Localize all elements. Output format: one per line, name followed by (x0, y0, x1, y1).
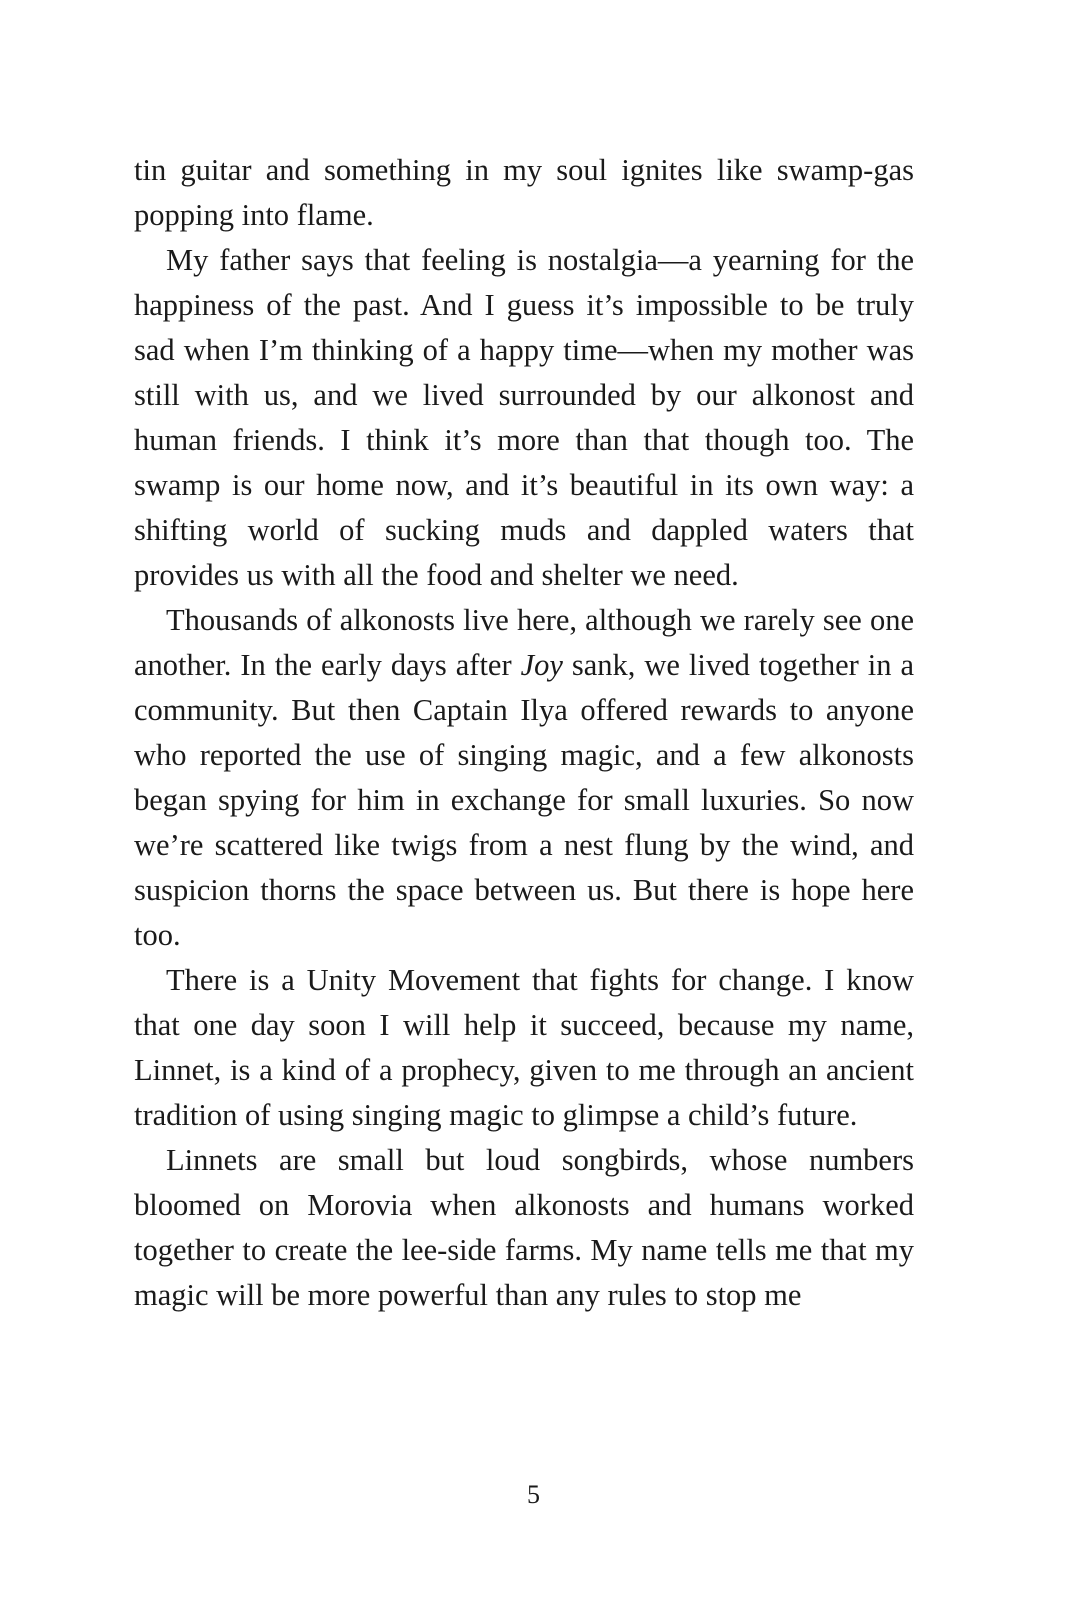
paragraph-5-text: Linnets are small but loud songbirds, whose numbers bloomed on Morovia when alkonosts and humans worked together to create the lee-side farms. My name tells me that my magic will be more powerful than any rules to stop me (134, 1143, 914, 1312)
paragraph-2-text: My father says that feeling is nostalgia—a yearning for the happiness of the past. And I guess it’s impossible to be truly sad when I’m thinking of a happy time—when my mother was still with us, and we lived surrounded by our alkonost and human friends. I think it’s more than that though too. The swamp is our home now, and it’s beautiful in its own way: a shifting world of sucking muds and dappled waters that provides us with all the food and shelter we need. (134, 243, 914, 592)
paragraph-3-text-a: Thousands of alkonosts live here, although we rarely see one another. In the early days after (134, 603, 914, 682)
paragraph-5 (134, 1138, 914, 1318)
page-number: 5 (527, 1480, 540, 1509)
paragraph-2 (134, 238, 914, 598)
paragraph-1-text: tin guitar and something in my soul ignites like swamp-gas popping into flame. (134, 153, 914, 232)
paragraph-4-text: There is a Unity Movement that fights for change. I know that one day soon I will help it succeed, because my name, Linnet, is a kind of a prophecy, given to me through an ancient tradition of using singing magic to glimpse a child’s future. (134, 963, 914, 1132)
paragraph-3 (134, 598, 914, 958)
body-text (134, 148, 914, 1318)
paragraph-1 (134, 148, 914, 238)
paragraph-4 (134, 958, 914, 1138)
paragraph-3-text-b: sank, we lived together in a community. But then Captain Ilya offered rewards to anyone who reported the use of singing magic, and a few alkonosts began spying for him in exchange for small luxuries. So now we’re scattered like twigs from a nest flung by the wind, and suspicion thorns the space between us. But there is hope here too. (134, 648, 914, 952)
ship-name-italic: Joy (520, 648, 563, 682)
